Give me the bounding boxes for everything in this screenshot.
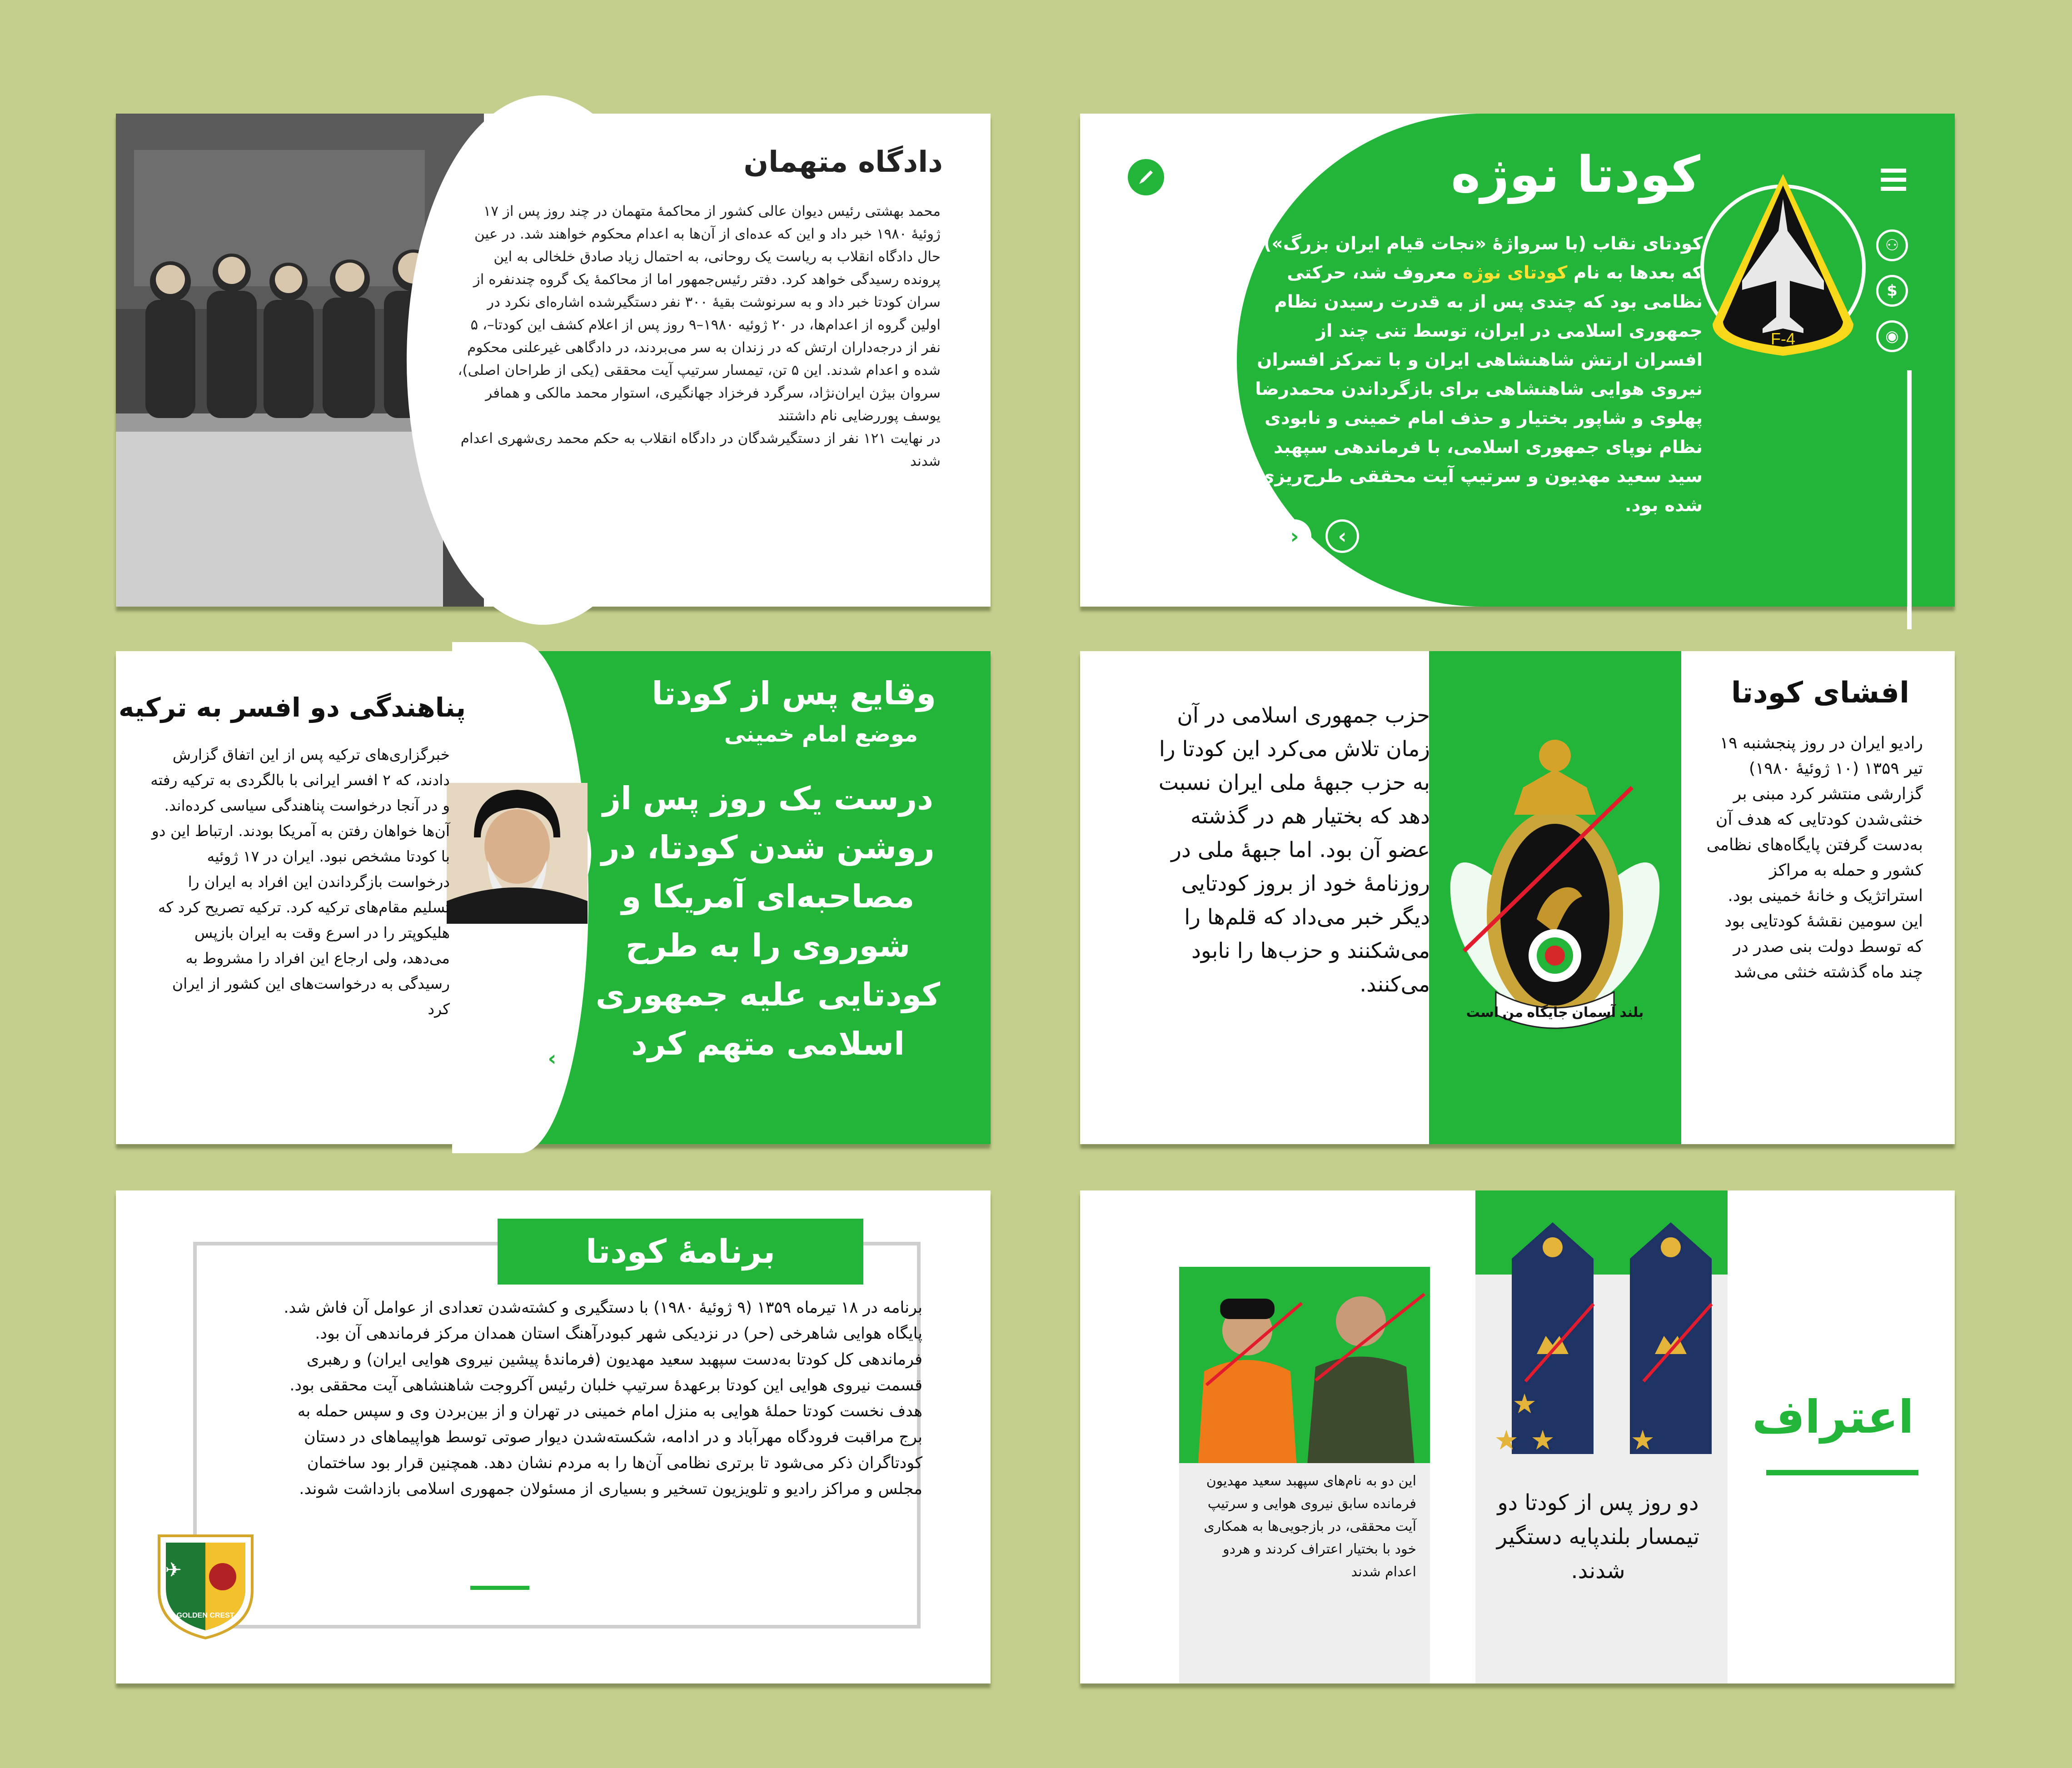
dollar-icon[interactable]: $ — [1876, 275, 1908, 307]
side-body: خبرگزاری‌های ترکیه پس از این اتفاق گزارش دادند، که ۲ افسر ایرانی با بالگردی به ترکیه رفته و در آنجا درخواست پناهندگی سیاسی کرده‌اند. آن‌ها خواهان رفتن به آمریکا بودند. ارتباط این دو با کودتا مشخص نبود. ایران در ۱۷ ژوئیه درخواست بازگرداندن این افراد به ایران را تسلیم مقام‌های ترکیه کرد. ترکیه تصریح کرد که هلیکوپتر را در اسرع وقت به ایران بازپس می‌دهد، ولی ارجاع این افراد را مشروط به رسیدگی به درخواست‌های این کشور از ایران کرد — [150, 746, 450, 1018]
edit-button[interactable] — [1128, 159, 1164, 195]
vertical-bar — [1907, 370, 1912, 629]
slide-title: وقایع پس از کودتا — [652, 675, 936, 712]
khomeini-portrait — [443, 779, 591, 927]
emblem-motto: بلند آسمان جایگاه من است — [1466, 1005, 1644, 1020]
badge-label: GOLDEN CREST — [176, 1612, 234, 1619]
air-force-emblem — [1429, 651, 1681, 1144]
prev-button[interactable] — [1278, 519, 1311, 553]
slide-title: کودتا نوژه — [1451, 145, 1700, 204]
svg-text:★: ★ — [1494, 1425, 1519, 1455]
body-paragraph-1: محمد بهشتی رئیس دیوان عالی کشور از محاکمهٔ متهمان در چند روز پس از ۱۷ ژوئیهٔ ۱۹۸۰ خبر داد و این که عده‌ای از آن‌ها به اعدام محکوم خواهند شد. در عین حال دادگاه انقلاب به ریاست یک روحانی، به احتمال زیاد صادق خلخالی به این پرونده رسیدگی خواهد کرد. دفتر رئیس‌جمهور اما از محاکمهٔ یک گروه چندنفره از سران کودتا خبر داد و به سرنوشت بقیهٔ ۳۰۰ نفر دستگیرشده اشاره‌ای نکرد در اولین گروه از اعدام‌ها، در ۲۰ ژوئیه ۱۹۸۰–۹ روز پس از اعلام کشف این کودتا–، ۵ نفر از درجه‌داران ارتش که در زندان به سر می‌بردند، در دادگاهی غیرعلنی محکوم شده و اعدام شدند. این ۵ تن، تیمسار سرتیپ آیت محققی (یکی از طراحان اصلی)، سروان بیژن ایران‌نژاد، سرگرد فرخزاد جهانگیری، استوار محمد مالکی و همافر یوسف پوررضایی نام داشتند — [458, 203, 941, 424]
slide-title: برنامهٔ کودتا — [498, 1219, 863, 1285]
menu-button[interactable] — [1880, 166, 1907, 195]
svg-text:★: ★ — [1512, 1389, 1537, 1419]
slide-nojeh-coup — [1080, 114, 1955, 607]
badge-label: F-4 — [1771, 329, 1795, 348]
golden-crest-badge — [154, 1527, 257, 1640]
title-underline — [1766, 1470, 1918, 1475]
svg-text:✈: ✈ — [165, 1559, 182, 1581]
body-paragraph-2: در نهایت ۱۲۱ نفر از دستگیرشدگان در دادگاه انقلاب به حکم محمد ری‌شهری اعدام شدند — [460, 430, 941, 469]
slide-title: افشای کودتا — [1731, 676, 1909, 710]
hamburger-icon — [1880, 166, 1907, 193]
slide-body — [1248, 229, 1703, 520]
slide-coup-plan — [116, 1190, 991, 1683]
generals-caption: این دو به نام‌های سپهبد سعید مهدیون فرمانده سابق نیروی هوایی و سرتیپ آیت محققی، در بازجویی‌ها به همکاری خود با بختیار اعتراف کردند و هردو اعدام شدند — [1204, 1473, 1416, 1580]
quote-text: درست یک روز پس از روشن شدن کودتا، در مصاحبه‌ای آمریکا و شوروی را به طرح کودتایی علیه جمهوری اسلامی متهم کرد — [595, 780, 941, 1062]
pencil-icon — [1128, 159, 1164, 195]
slide-body — [454, 200, 941, 473]
body-text-1: کودتای نقاب (با سرواژهٔ «نجات قیام ایران بزرگ») که بعدها به نام — [1263, 234, 1703, 283]
slide-aftermath — [116, 651, 991, 1144]
f4-badge — [1701, 167, 1865, 381]
svg-text:★: ★ — [1530, 1425, 1555, 1455]
epaulettes-image — [1494, 1222, 1721, 1459]
slide-court — [116, 114, 991, 607]
body-text-2: معروف شد، حرکتی نظامی بود که چندی پس از به قدرت رسیدن نظام جمهوری اسلامی در ایران، توسط تنی چند از افسران ارتش شاهنشاهی ایران و با تمرکز افسران نیروی هوایی شاهنشاهی برای بازگرداندن محمدرضا پهلوی و شاپور بختیار و حذف امام خمینی و نابودی نظام نوپای جمهوری اسلامی، با فرماندهی سپهبد سید سعید مهدیون و سرتیپ آیت محققی طرح‌ریزی شده بود. — [1255, 263, 1703, 516]
slide-subtitle: موضع امام خمینی — [724, 722, 918, 747]
slide-title: دادگاه متهمان — [743, 145, 943, 179]
generals-photo — [1179, 1267, 1430, 1476]
chevron-right-icon: › — [548, 1046, 557, 1071]
slide-exposure — [1080, 651, 1955, 1144]
side-title: پناهندگی دو افسر به ترکیه — [119, 692, 466, 723]
epaulette-caption: دو روز پس از کودتا دو تیمسار بلندپایه دستگیر شدند. — [1496, 1490, 1700, 1584]
slide-body: برنامه در ۱۸ تیرماه ۱۳۵۹ (۹ ژوئیهٔ ۱۹۸۰) با دستگیری و کشته‌شدن تعدادی از عوامل آن فاش شد. پایگاه هوایی شاهرخی (حر) در نزدیکی شهر کبودرآهنگ استان همدان مرکز فرماندهی آن بود. فرماندهی کل کودتا به‌دست سپهبد سعید مهدیون (فرماندهٔ پیشین نیروی هوایی ایران) و رهبری قسمت نیروی هوایی این کودتا برعهدهٔ سرتیپ خلبان رئیس آکروجت شاهنشاهی آیت محققی بود. هدف نخست کودتا حملهٔ هوایی به منزل امام خمینی در تهران و از بین‌بردن وی و سپس حمله به برج مراقبت فرودگاه مهرآباد و در ادامه، شکسته‌شدن دیوار صوتی توسط هواپیماهای در دستان کودتاگران ذکر می‌شود تا برتری نظامی آن‌ها را به مردم نشان دهد. همچنین قرار بود ساختمان مجلس و مراکز رادیو و تلویزیون تسخیر و بسیاری از مسئولان جمهوری اسلامی بازداشت شوند. — [284, 1299, 922, 1498]
highlight-text: کودتای نوژه — [1462, 263, 1568, 283]
next-button[interactable] — [534, 1040, 570, 1076]
chevron-right-icon: › — [1338, 524, 1347, 548]
emblem-panel — [1429, 651, 1681, 1144]
middle-text: حزب جمهوری اسلامی در آن زمان تلاش می‌کرد این کودتا را به حزب جبههٔ ملی ایران نسبت دهد که بختیار هم در گذشته عضو آن بود. اما جبههٔ ملی در روزنامهٔ خود از بروز کودتایی دیگر خبر می‌داد که قلم‌ها را می‌شکنند و حزب‌ها را نابود می‌کنند. — [1158, 703, 1430, 997]
users-icon[interactable]: ⚇ — [1876, 229, 1908, 261]
slide-body: رادیو ایران در روز پنجشنبه ۱۹ تیر ۱۳۵۹ (۱۰ ژوئیهٔ ۱۹۸۰) گزارشی منتشر کرد مبنی بر خنثی‌شدن کودتایی که هدف آن به‌دست گرفتن پایگاه‌های نظامی کشور و حمله به مراکز استراتژیک و خانهٔ خمینی بود. این سومین نقشهٔ کودتایی بود که توسط دولت بنی صدر در چند ماه گذشته خنثی می‌شد — [1706, 734, 1923, 981]
chevron-left-icon: ‹ — [1290, 524, 1299, 548]
next-button[interactable] — [1325, 519, 1359, 553]
slide-confession — [1080, 1190, 1955, 1683]
svg-text:★: ★ — [1630, 1425, 1655, 1455]
slide-title: اعتراف — [1752, 1390, 1914, 1444]
target-icon[interactable]: ◉ — [1876, 320, 1908, 352]
body-underline — [470, 1586, 529, 1590]
